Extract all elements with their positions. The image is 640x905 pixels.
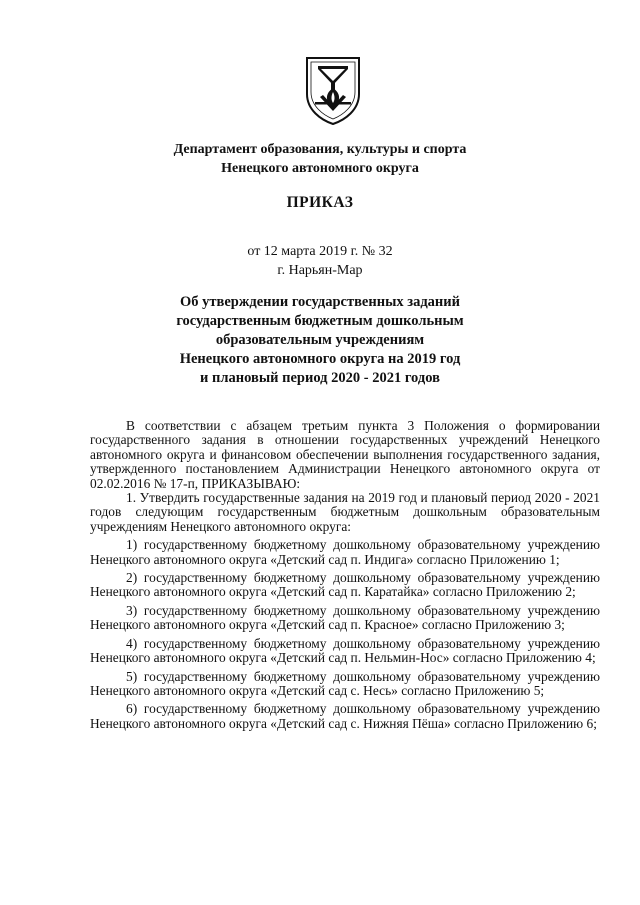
- subitem-paragraph: 4) государственному бюджетному дошкольному образовательному учреждению Ненецкого автономного округа «Детский сад п. Нельмин-Нос» согласно Приложению 4;: [90, 635, 600, 666]
- item-1-paragraph: 1. Утвердить государственные задания на 2019 год и плановый период 2020 - 2021 годов следующим государственным бюджетным дошкольным образовательным учреждениям Ненецкого автономного округа:: [90, 490, 600, 534]
- preamble-paragraph: В соответствии с абзацем третьим пункта 3 Положения о формировании государственного задания в отношении государственных учреждений Ненецкого автономного округа и финансовом обеспечении выполнения государственного задания, утвержденного постановлением Администрации Ненецкого автономного округа от 02.02.2016 № 17-п, ПРИКАЗЫВАЮ:: [90, 418, 600, 491]
- subject-line-4: Ненецкого автономного округа на 2019 год: [179, 351, 461, 367]
- subject-line-2: государственным бюджетным дошкольным: [176, 313, 464, 329]
- order-body: [90, 419, 600, 735]
- subject-line-1: Об утверждении государственных заданий: [180, 294, 460, 310]
- subitem-paragraph: 5) государственному бюджетному дошкольному образовательному учреждению Ненецкого автономного округа «Детский сад с. Несь» согласно Приложению 5;: [90, 668, 600, 698]
- subject-line-5: и плановый период 2020 - 2021 годов: [200, 370, 440, 386]
- organization-line-2: Ненецкого автономного округа: [221, 161, 419, 176]
- coat-of-arms-emblem: [301, 54, 365, 126]
- subitem-paragraph: 6) государственному бюджетному дошкольному образовательному учреждению Ненецкого автономного округа «Детский сад с. Нижняя Пёша» согласно Приложению 6;: [90, 701, 600, 731]
- order-place: г. Нарьян-Мар: [277, 263, 363, 278]
- document-type-title: ПРИКАЗ: [286, 194, 354, 211]
- order-date-number: от 12 марта 2019 г. № 32: [247, 244, 393, 259]
- organization-line-1: Департамент образования, культуры и спорта: [173, 142, 467, 157]
- subitem-paragraph: 2) государственному бюджетному дошкольному образовательному учреждению Ненецкого автономного округа «Детский сад п. Каратайка» согласно Приложению 2;: [90, 570, 600, 600]
- order-subject: [0, 293, 640, 388]
- subitem-paragraph: 3) государственному бюджетному дошкольному образовательному учреждению Ненецкого автономного округа «Детский сад п. Красное» согласно Приложению 3;: [90, 602, 600, 633]
- subject-line-3: образовательным учреждениям: [215, 332, 425, 348]
- organization-header: [0, 140, 640, 178]
- dateline: [0, 242, 640, 280]
- subitem-paragraph: 1) государственному бюджетному дошкольному образовательному учреждению Ненецкого автономного округа «Детский сад п. Индига» согласно Приложению 1;: [90, 537, 600, 567]
